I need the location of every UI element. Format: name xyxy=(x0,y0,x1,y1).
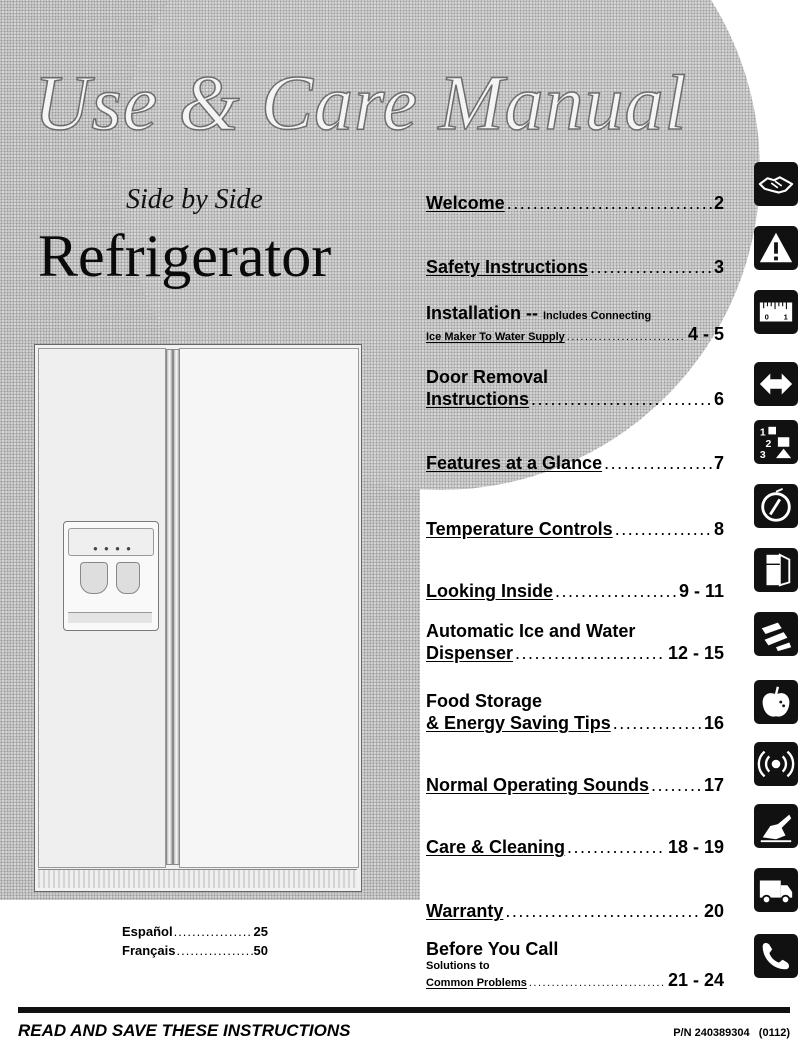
toc-entry-welcome[interactable] xyxy=(426,160,798,216)
toc-entry-text xyxy=(426,620,724,664)
toc-page-number: 21 - 24 xyxy=(667,970,724,990)
leader-dots xyxy=(176,941,252,960)
fresh-food-door-handle xyxy=(173,349,180,865)
leader-dots xyxy=(507,192,712,214)
toc-entry-text xyxy=(426,452,724,474)
ice-paddle xyxy=(116,562,140,594)
refrigerator-illustration xyxy=(34,344,362,892)
dispenser-control-panel xyxy=(68,528,154,556)
toc-entry-care-cleaning[interactable] xyxy=(426,802,798,860)
language-label: Español xyxy=(122,924,173,939)
toc-entry-note: Includes Connecting xyxy=(543,310,652,322)
part-number: P/N 240389304 (0112) xyxy=(673,1027,790,1039)
phone-icon xyxy=(754,934,798,978)
toc-entry-line xyxy=(426,580,724,602)
toc-entry-label: Temperature Controls xyxy=(426,519,613,539)
leader-dots xyxy=(590,256,712,278)
toc-entry-installation[interactable] xyxy=(426,286,798,346)
toc-page-number: 18 - 19 xyxy=(667,837,724,857)
toc-entry-heading-line: Before You Call xyxy=(426,939,559,959)
svg-text:2: 2 xyxy=(765,438,772,450)
toc-entry-label: Safety Instructions xyxy=(426,257,589,277)
toc-entry-line xyxy=(426,192,724,214)
leader-dots xyxy=(615,518,712,540)
toc-page-number: 12 - 15 xyxy=(667,643,724,663)
toc-entry-text xyxy=(426,518,724,540)
svg-text:1: 1 xyxy=(783,312,788,322)
leader-dots xyxy=(555,580,677,602)
toc-page-number: 6 xyxy=(713,389,724,409)
toc-page-number: 20 xyxy=(703,901,724,921)
toc-entry-line xyxy=(426,774,724,796)
toc-page-number: 17 xyxy=(703,775,724,795)
toc-entry-before-you-call[interactable] xyxy=(426,930,798,992)
ice-cubes-icon xyxy=(754,612,798,656)
toc-page-number: 7 xyxy=(713,453,724,473)
svg-text:1: 1 xyxy=(759,427,766,439)
toc-entry-label: Care & Cleaning xyxy=(426,837,566,857)
leader-dots xyxy=(604,452,712,474)
leader-dots xyxy=(567,836,666,858)
toc-page-number: 8 xyxy=(713,519,724,539)
leader-dots xyxy=(531,388,712,410)
toc-entry-safety-instructions[interactable] xyxy=(426,222,798,280)
toc-entry-line xyxy=(426,900,724,922)
product-subtitle: Side by Side xyxy=(126,184,263,215)
toc-entry-line xyxy=(426,970,724,990)
leader-dots xyxy=(515,642,666,664)
toc-entry-normal-operating-sounds[interactable] xyxy=(426,740,798,798)
manual-title: Use & Care Manual xyxy=(34,59,688,146)
language-index xyxy=(122,922,268,960)
double-arrow-icon xyxy=(754,362,798,406)
leader-dots xyxy=(651,774,702,796)
toc-page-number: 2 xyxy=(713,193,724,213)
read-save-instructions: READ AND SAVE THESE INSTRUCTIONS xyxy=(18,1021,351,1040)
cleaning-hand-icon xyxy=(754,804,798,848)
ice-water-dispenser xyxy=(63,521,159,631)
service-truck-icon xyxy=(754,868,798,912)
toc-entry-heading-line: Food Storage xyxy=(426,691,542,711)
toc-entry-text xyxy=(426,366,724,410)
language-row-espanol xyxy=(122,922,268,941)
toe-grille xyxy=(38,869,357,888)
leader-dots xyxy=(567,330,686,344)
toc-page-number: 3 xyxy=(713,257,724,277)
toc-entry-label: Dispenser xyxy=(426,643,514,663)
leader-dots xyxy=(174,922,253,941)
toc-entry-text xyxy=(426,580,724,602)
language-page: 50 xyxy=(253,943,268,958)
toc-entry-heading-line: Automatic Ice and Water xyxy=(426,621,636,641)
toc-entry-label: Normal Operating Sounds xyxy=(426,775,650,795)
toc-page-number: 9 - 11 xyxy=(678,581,724,601)
toc-entry-temperature-controls[interactable] xyxy=(426,482,798,542)
toc-entry-warranty[interactable] xyxy=(426,866,798,924)
toc-entry-door-removal[interactable] xyxy=(426,360,798,412)
toc-entry-label: Looking Inside xyxy=(426,581,554,601)
toc-entry-line xyxy=(426,324,724,344)
toc-entry-label: & Energy Saving Tips xyxy=(426,713,611,733)
toc-entry-text xyxy=(426,256,724,278)
toc-entry-text xyxy=(426,938,724,990)
toc-entry-heading-line xyxy=(426,302,724,327)
toc-entry-looking-inside[interactable] xyxy=(426,546,798,604)
toc-page-number: 4 - 5 xyxy=(687,324,724,344)
toc-entry-features-at-a-glance[interactable] xyxy=(426,418,798,476)
language-row-francais xyxy=(122,941,268,960)
apple-icon xyxy=(754,680,798,724)
toc-entry-line xyxy=(426,518,724,540)
toc-entry-text xyxy=(426,774,724,796)
language-label: Français xyxy=(122,943,176,958)
toc-entry-label: Instructions xyxy=(426,389,530,409)
toc-entry-line xyxy=(426,388,724,410)
leader-dots xyxy=(613,712,702,734)
toc-page-number: 16 xyxy=(703,713,724,733)
table-of-contents xyxy=(426,0,798,1000)
open-fridge-icon xyxy=(754,548,798,592)
toc-entry-text xyxy=(426,690,724,734)
toc-entry-text xyxy=(426,836,724,858)
ruler-icon xyxy=(754,290,798,334)
toc-entry-text xyxy=(426,192,724,214)
toc-entry-heading: Installation -- xyxy=(426,303,543,323)
drip-tray xyxy=(68,612,152,623)
svg-text:3: 3 xyxy=(759,450,766,461)
product-name: Refrigerator xyxy=(38,223,332,289)
toc-entry-label: Warranty xyxy=(426,901,504,921)
toc-entry-line xyxy=(426,836,724,858)
toc-entry-line xyxy=(426,452,724,474)
sound-waves-icon xyxy=(754,742,798,786)
fresh-food-door xyxy=(179,348,359,868)
toc-entry-label: Ice Maker To Water Supply xyxy=(426,331,565,343)
leader-dots xyxy=(529,976,666,990)
toc-entry-line xyxy=(426,256,724,278)
toc-entry-line xyxy=(426,642,724,664)
dispenser-buttons: ● ● ● ● xyxy=(93,544,133,553)
toc-entry-label: Features at a Glance xyxy=(426,453,603,473)
handshake-icon xyxy=(754,162,798,206)
leader-dots xyxy=(505,900,702,922)
language-page: 25 xyxy=(253,924,268,939)
warning-icon xyxy=(754,226,798,270)
numbered-shapes-icon xyxy=(754,420,798,464)
freezer-door-handle xyxy=(166,349,173,865)
toc-entry-text xyxy=(426,302,724,344)
toc-entry-label: Common Problems xyxy=(426,977,527,989)
toc-entry-food-storage[interactable] xyxy=(426,678,798,736)
footer-rule xyxy=(18,1007,790,1013)
toc-entry-label: Welcome xyxy=(426,193,505,213)
thermometer-dial-icon xyxy=(754,484,798,528)
svg-text:0: 0 xyxy=(764,312,769,322)
toc-entry-line xyxy=(426,712,724,734)
water-paddle xyxy=(80,562,108,594)
toc-entry-text xyxy=(426,900,724,922)
toc-entry-ice-water-dispenser[interactable] xyxy=(426,610,798,666)
toc-entry-subheading: Solutions to xyxy=(426,960,490,972)
toc-entry-heading-line: Door Removal xyxy=(426,367,549,387)
